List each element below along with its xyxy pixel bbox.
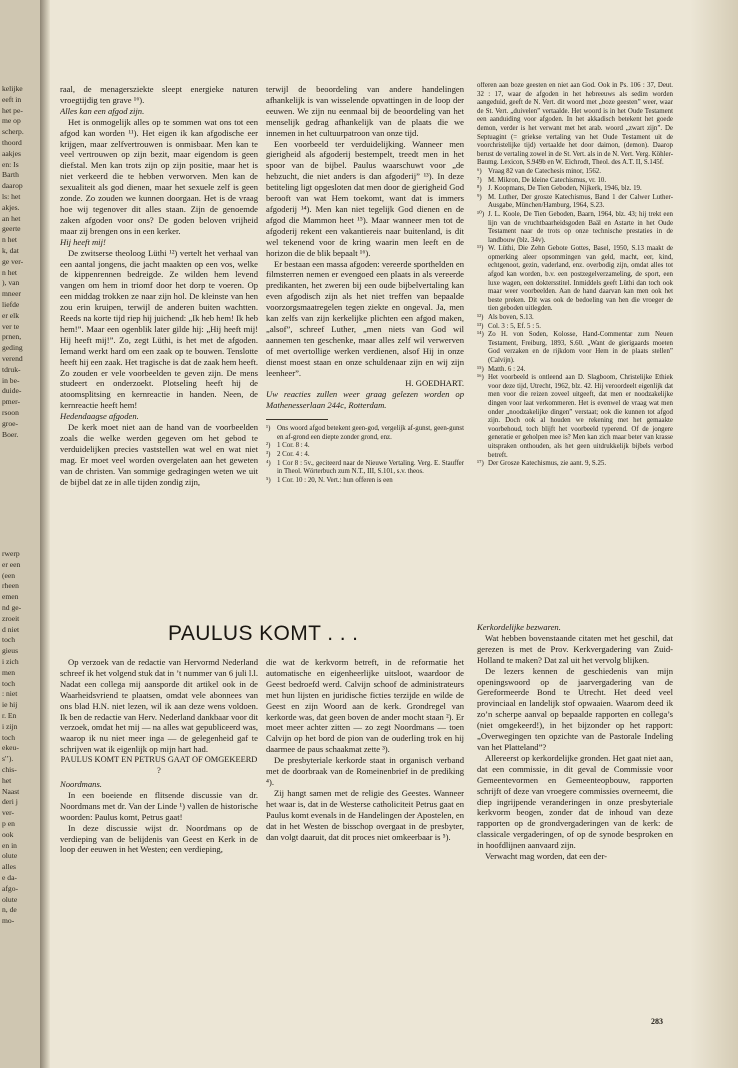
edge-text-fragment: nd ge- — [2, 602, 22, 612]
footnote-number: ⁵) — [266, 476, 271, 484]
edge-text-fragment: e da- — [2, 872, 17, 882]
reader-reactions-note: Uw reacties zullen weer graag gelezen worden op Mathenesserlaan 244c, Rotterdam. — [266, 389, 464, 411]
footnote — [477, 374, 673, 460]
section-heading: Hedendaagse afgoden. — [60, 411, 139, 422]
article-column-1 — [60, 84, 258, 570]
footnote — [266, 451, 464, 460]
paragraph: Er bestaan een massa afgoden: vereerde sporthelden en filmsterren nemen er evengoed een plaats in als vereerde predikanten, het zweren bij een oude bijbelvertaling kan even afgodisch zijn als het niet treffen van bepaalde voorzorgsmaatregelen tegen ziekte en ongeval. Ja, men kan zelfs van zijn kerkelijke plichten een afgod maken, „alsof”, schreef Luther, „men niets van God wil aannemen ten geschenke, maar alles zelf wil verwerven of met overtollige werken verdienen, alsof Hij in onze dienst moest staan en onze schuldenaar zijn en wij zijn leenheer”. — [266, 258, 464, 378]
edge-text-fragment: s'’). — [2, 754, 14, 764]
paragraph: terwijl de beoordeling van andere handelingen afhankelijk is van wisselende opvattingen in de loop der eeuwen. We zijn nu eenmaal bij de beoordeling van het menselijk gedrag afhankelijk van de plaats die we innemen in het cultuurpatroon van onze tijd. — [266, 84, 464, 138]
footnotes — [266, 425, 464, 485]
footnote-text: Zo H. von Soden, Kolosse, Hand-Commentar zum Neuen Testament, Freiburg, 1893, S.60. „Want de gierigaards moeten God verzaken en de rijkdom voor Hem in de plaats stellen” (Calvijn). — [488, 331, 673, 364]
edge-text-fragment: zroeit — [2, 613, 20, 623]
footnote-number: ¹) — [266, 425, 271, 433]
footnote-text: J. L. Koole, De Tien Geboden, Baarn, 1964, blz. 43; hij trekt een lijn van de vruchtbaarheidsgoden Baäl en Astarte in het Oude Testament naar de trots op onze technische prestaties in de landbouw (blz. 34v). — [488, 210, 673, 244]
edge-text-fragment: het — [2, 775, 12, 785]
edge-text-fragment: rsoon — [2, 407, 19, 417]
edge-text-fragment: eeft in — [2, 94, 22, 104]
edge-text-fragment: rwerp — [2, 549, 20, 558]
footnote — [477, 331, 673, 365]
edge-text-fragment: en in — [2, 840, 17, 850]
paragraph: Wat hebben bovenstaande citaten met het geschil, dat gerezen is met de Prov. Kerkvergadering van Zuid-Holland te maken? Dat zal uit het vervolg blijken. — [477, 632, 673, 665]
paragraph: De kerk moet niet aan de hand van de voorbeelden zoals die welke werden gegeven om het gebod te verduidelijken precies vaststellen wat wel en wat niet mag. Er moet veel worden overgelaten aan het geweten van de christen. Van sommige gedragingen weten we uit de bijbel dat ze in alle tijden zondig zijn, — [60, 422, 258, 487]
binding-fold — [40, 0, 50, 1068]
footnote — [477, 211, 673, 245]
edge-text-fragment: ekeu- — [2, 743, 19, 753]
edge-text-fragment: i zijn — [2, 721, 18, 731]
edge-text-fragment: prnen, — [2, 332, 22, 342]
paragraph: De presbyteriale kerkorde staat in organisch verband met de doorbraak van de Romeinenbrief in de prediking ⁴). — [266, 755, 464, 787]
footnote-continuation: offeren aan boze geesten en niet aan God. Ook in Ps. 106 : 37, Deut. 32 : 17, waar de afgoden in het hebreeuws als sedim worden aangeduid, geeft de N. Vert. dit woord met „boze geesten” weer, waar de St. Vert. „duivelen” vertaalde. Het woord is in het Oude Testament een aanduiding voor afgoden. In het akkadisch betekent het goede demon, verder is het verwant met het arab. woord „zwart zijn”. De Septuagint (= griekse vertaling van het Oude Testament uit de voorchristelijke tijd) vertaalde het door daimon, (demon). Daarop berust de vertaling zowel in de St. Vert. als in de N. Vert. Verg. Köhler-Baumg. Lexicon, S.949b en W. Eichrodt, Theol. des A.T. II, S.145f. — [477, 82, 673, 167]
article-title: PAULUS KOMT . . . — [168, 622, 359, 645]
edge-text-fragment: an het — [2, 213, 21, 223]
edge-text-fragment: ls: het — [2, 191, 21, 201]
page-right-edge — [690, 0, 738, 1068]
edge-text-fragment: duide- — [2, 386, 22, 396]
edge-text-fragment: (een — [2, 570, 16, 580]
edge-text-fragment: liefde — [2, 299, 20, 309]
footnote-text: Matth. 6 : 24. — [488, 365, 526, 373]
footnote-text: Col. 3 : 5, Ef. 5 : 5. — [488, 322, 542, 330]
section-heading: Hij heeft mij! — [60, 236, 106, 247]
edge-text-fragment: Barth — [2, 170, 19, 180]
footnote-number: ¹⁷) — [477, 460, 484, 468]
article-column-4 — [60, 657, 258, 1007]
footnote — [477, 460, 673, 469]
footnote-number: ¹⁰) — [477, 210, 485, 218]
edge-text-fragment: ver- — [2, 808, 15, 818]
paragraph: In deze discussie wijst dr. Noordmans op de verdieping van de belijdenis van Geest en Kerk in de loop der eeuwen in het Westen; een verdieping, — [60, 822, 258, 855]
footnote-number: ⁴) — [266, 459, 271, 467]
edge-text-fragment: r. En — [2, 710, 17, 720]
edge-text-fragment: ge ver- — [2, 256, 24, 266]
edge-text-fragment: mo- — [2, 916, 15, 926]
edge-text-fragment: akjes. — [2, 202, 20, 212]
edge-text-fragment: aakjes — [2, 148, 21, 158]
edge-text-fragment: rheen — [2, 581, 19, 591]
edge-text-fragment: me op — [2, 116, 21, 126]
paragraph: In een boeiende en flitsende discussie van dr. Noordmans met dr. Van der Linde ¹) vallen de historische woorden: Paulus komt, Petrus gaat! — [60, 789, 258, 822]
footnote — [477, 168, 673, 177]
paragraph: Een voorbeeld ter verduidelijking. Wanneer men gierigheid als afgoderij bestempelt, treedt men in het spoor van de bijbel. Paulus waarschuwt voor „de hebzucht, die niet anders is dan afgoderij” ¹³). In deze betiteling ligt opgesloten dat men door de gierigheid God berooft van wat Hem toekomt, want dat is immers afgoderij ¹⁴). Men kan niet tegelijk God dienen en de afgod die Mammon heet ¹⁵). Maar wanneer men tot de afgoderij rekent een vakantiereis naar buitenland, is dit wel tekenend voor de kring waarin men leeft en de horizon die de blik bepaalt ¹⁶). — [266, 138, 464, 258]
edge-text-fragment: tdruk- — [2, 364, 21, 374]
edge-text-fragment: in be- — [2, 375, 20, 385]
edge-text-fragment: ie hij — [2, 700, 18, 710]
edge-text-fragment: ), van — [2, 278, 20, 288]
edge-text-fragment: n het — [2, 267, 17, 277]
footnote — [477, 194, 673, 211]
footnote — [266, 477, 464, 486]
footnote — [477, 366, 673, 375]
edge-text-fragment: n, de — [2, 905, 17, 915]
edge-text-fragment: verend — [2, 353, 23, 363]
footnote-number: ¹¹) — [477, 245, 484, 253]
edge-text-fragment: Naast — [2, 786, 20, 796]
edge-text-fragment: mneer — [2, 289, 21, 299]
paragraph: Op verzoek van de redactie van Hervormd Nederland schreef ik het volgend stuk dat in ’t nummer van 6 juli l.l. Nadat een collega mij aansporde dit artikel ook in de Waarheidsvriend te plaatsen, omdat vele abonnees van ons blad H.N. niet lezen, wil ik aan deze wens voldoen. Ik ben de redactie van Herv. Nederland dankbaar voor dit verzoek, omdat het mij — na alles wat gepubliceerd was, waarop ik nu niet meer inga — de gelegenheid gaf te schrijven wat ik eigenlijk op mijn hart had. — [60, 657, 258, 755]
footnote-text: Vraag 82 van de Catechesis minor, 1562. — [488, 167, 601, 175]
article-column-2 — [266, 84, 464, 570]
paragraph: raal, de menagersziekte sleept energieke naturen vroegtijdig ten grave ¹⁶). — [60, 84, 258, 105]
section-heading: Noordmans. — [60, 778, 102, 789]
footnote — [477, 245, 673, 314]
footnote — [266, 442, 464, 451]
footnote-number: ¹⁶) — [477, 374, 484, 382]
edge-text-fragment: er een — [2, 559, 21, 569]
edge-text-fragment: men — [2, 667, 16, 677]
footnote — [266, 425, 464, 442]
subtitle: PAULUS KOMT EN PETRUS GAAT OF OMGEKEERD ? — [60, 755, 258, 776]
edge-text-fragment: ver te — [2, 321, 20, 331]
footnote — [477, 323, 673, 332]
edge-text-fragment: toch — [2, 635, 16, 645]
footnote-number: ²) — [266, 442, 271, 450]
edge-text-fragment: Boer. — [2, 429, 19, 439]
footnote-number: ¹²) — [477, 314, 484, 322]
footnote-number: ¹³) — [477, 322, 484, 330]
footnote-text: 1 Cor. 8 : 4. — [277, 442, 310, 450]
paragraph: Het is onmogelijk alles op te sommen wat ons tot een afgod kan worden ¹¹). Het eigen ik kan afgodische eer krijgen, maar zelfvertrouwen is onmisbaar. Men kan te veel vertrouwen op zijn bezit, maar eigendom is geen diefstal. Men kan trots zijn op zijn positie, maar het is niet verkeerd die te hebben verworven. Men kan de sexualiteit als god dienen, maar het sexuele zelf is geen zonde. Zo zouden we kunnen doorgaan. Het is de vraag hoe wij tegenover dit alles staan. Zijn de genoemde zaken afgoden voor ons? De goden beloven vrijheid maar zij brengen ons in een kerker. — [60, 116, 258, 236]
footnote-text: Ons woord afgod betekent geen-god, vergelijk af-gunst, geen-gunst en af-grond een diepte zonder grond, enz. — [277, 425, 464, 441]
edge-text-fragment: geerte — [2, 224, 21, 234]
edge-text-fragment: er elk — [2, 310, 20, 320]
paragraph: die wat de kerkvorm betreft, in de reformatie het automatische en eigenheerlijke uitsloot, waardoor de Geest bedroefd werd. Calvijn schoof de administrateurs met hun lijsten en juridische ficties terzijde en wilde de Geest en zijn Woord aan de kerk. Grondregel van kerkorde was, dat geen boven de ander mocht staan ²). Er moet meer achter zitten — zo zegt Noordmans — toen Calvijn op het bord de pion van de ouderling trok en hij daarmee de paus schaakmat zette ³). — [266, 657, 464, 755]
edge-text-fragment: deri j — [2, 797, 18, 807]
edge-text-fragment: : niet — [2, 689, 18, 699]
paragraph: De lezers kennen de geschiedenis van mijn openingswoord op de jaarvergadering van de Gereformeerde Bond te Utrecht. Het deed veel provinciaal en landelijk stof opwaaien. Waarom deed ik zo’n scherpe aanval op bepaalde rapporten en collega’s (niet omgekeerd!), in het bijzonder op het rapport: „Overwegingen ten opzichte van de Pastorale Indeling van het Platteland”? — [477, 665, 673, 752]
footnote — [477, 177, 673, 186]
facing-page-edge-upper — [2, 84, 38, 554]
edge-text-fragment: chis- — [2, 764, 17, 774]
edge-text-fragment: n het — [2, 235, 17, 245]
edge-text-fragment: ook — [2, 829, 14, 839]
footnote-text: M. Luther, Der grosze Katechismus, Band 1 der Calwer Luther-Ausgabe, München/Hamburg, 1964, S.23. — [488, 193, 673, 210]
footnote-text: 1 Cor 8 : 5v., geciteerd naar de Nieuwe Vertaling. Verg. E. Stauffer in Theol. Wörterbuch zum N.T., III, S.101, s.v. theos. — [277, 459, 464, 476]
footnote-text: Het voorbeeld is ontleend aan D. Slagboom, Christelijke Ethiek voor deze tijd, Utrecht, 1962, blz. 42. Hij veroordeelt eigenlijk dat men voor die reizen zoveel uitgeeft, dat men er noodzakelijke dingen voor laat verkommeren. Het is evenwel de vraag wat men onder „noodzakelijke dingen” verstaat; ook die kunnen tot afgod zijn. Doch ook al houden we rekening met het gemaakte voorbehoud, toch blijft het voorbeeld typerend. Of de jongere generatie er geholpen mee is? Men kan zich maar beter van krasse uitspraken onthouden, als het geen uitdrukkelijk bijbels verbod betreft. — [488, 374, 673, 459]
edge-text-fragment: d niet — [2, 624, 20, 634]
footnote-text: J. Koopmans, De Tien Geboden, Nijkerk, 1946, blz. 19. — [488, 185, 642, 193]
edge-text-fragment: olute — [2, 851, 18, 861]
edge-text-fragment: geding — [2, 343, 23, 353]
footnote-text: M. Mikron, De kleine Catechismus, vr. 10. — [488, 176, 607, 184]
paragraph: Verwacht mag worden, dat een der- — [485, 851, 607, 862]
footnote — [477, 314, 673, 323]
edge-text-fragment: daarop — [2, 181, 23, 191]
footnote-text: Als boven, S.13. — [488, 314, 534, 322]
edge-text-fragment: olute — [2, 894, 18, 904]
section-heading: Kerkordelijke bezwaren. — [477, 622, 561, 632]
section-heading: Alles kan een afgod zijn. — [60, 105, 145, 116]
paragraph: Allereerst op kerkordelijke gronden. Het gaat niet aan, dat een commissie, in dit geval de Commissie voor Gemeentevormen en Gemeenteopbouw, rapporten schrijft of deze van vroegere commissies overneemt, die diep ingrijpende veranderingen in onze presbyteriale kerkvorm beogen, zonder dat de inhoud van deze rapporten op de grondvergaderingen van de kerk: de classicale vergaderingen, of op de synode besproken en in hoofdlijnen aanvaard zijn. — [477, 752, 673, 851]
edge-text-fragment: afgo- — [2, 883, 19, 893]
paragraph: De zwitserse theoloog Lüthi ¹²) vertelt het verhaal van een aantal jongens, die jacht maakten op een vos, welke de kippenrennen bedreigde. Ze wilden hem levend vangen om hem in triomf door het dorp te voeren. Op een middag trokken ze naar zijn hol. De kleinste van hen zou erin kruipen, terwijl de anderen buiten wachtten. Reeds na korte tijd riep hij juichend: „Ik heb hem! Ik heb hem!”. Maar een ogenblik later gilde hij: „Hij heeft mij! Hij heeft mij!”. Zo, zegt Lüthi, is het met de afgoden. Iemand werkt hard om een zaak op te bouwen. Tenslotte heeft hij een zaak. Het tragische is dat de zaak hem heeft. Zo zouden er vele voorbeelden te geven zijn. De mens studeert en onderzoekt. Plotseling heeft hij de atoomsplitsing en kernreactie in handen. Neen, de kernreactie heeft hem! — [60, 247, 258, 411]
edge-text-fragment: k, dat — [2, 245, 19, 255]
edge-text-fragment: en: Is — [2, 159, 19, 169]
footnote-number: ¹⁵) — [477, 365, 484, 373]
author-signature: H. GOEDHART. — [405, 378, 464, 389]
footnote-number: ¹⁴) — [477, 331, 484, 339]
footnote-number: ³) — [266, 450, 271, 458]
footnote-number: ⁶) — [477, 167, 482, 175]
footnote — [266, 460, 464, 477]
edge-text-fragment: toch — [2, 678, 16, 688]
page-number: 283 — [651, 1017, 663, 1026]
footnote-divider — [266, 419, 328, 420]
edge-text-fragment: toch — [2, 732, 16, 742]
footnote-text: Der Grosze Katechismus, zie aant. 9, S.25. — [488, 460, 607, 468]
edge-text-fragment: scherp. — [2, 127, 24, 137]
footnote-number: ⁷) — [477, 176, 482, 184]
footnote-number: ⁸) — [477, 185, 482, 193]
edge-text-fragment: pmer- — [2, 397, 20, 407]
paragraph: Zij hangt samen met de religie des Geestes. Wanneer het waar is, dat in de Westerse catholiciteit Petrus gaat en Paulus komt evenals in de Handelingen der Apostelen, en dat in het Westen de bisschop overgaat in de presbyter, dan volgt daaruit, dat dit proces niet omkeerbaar is ⁵). — [266, 787, 464, 842]
footnote-column — [477, 82, 673, 612]
facing-page-edge-lower — [2, 549, 38, 999]
edge-text-fragment: p en — [2, 818, 15, 828]
edge-text-fragment: alles — [2, 862, 16, 872]
footnote — [477, 185, 673, 194]
footnote-number: ⁹) — [477, 193, 482, 201]
footnote-text: 2 Cor. 4 : 4. — [277, 450, 310, 458]
article-column-5 — [266, 657, 464, 1007]
footnote-text: 1 Cor. 10 : 20, N. Vert.: hun offeren is een — [277, 476, 393, 484]
edge-text-fragment: emen — [2, 592, 19, 602]
edge-text-fragment: thoord — [2, 137, 22, 147]
edge-text-fragment: gieus — [2, 646, 19, 656]
footnote-text: W. Lüthi, Die Zehn Gebote Gottes, Basel, 1950, S.13 maakt de opmerking aleer opsommingen van geld, macht, eer, kind, echtgenoot, gezin, vaderland, enz. overbodig zijn, omdat alles tot afgod kan worden, b.v. een postzegelverzameling, de sport, een luxe wagen, een doktersstitel. Inmiddels geeft Lüthi dan toch ook maar weer voorbeelden. Aan de hand daarvan kan men ook het beste preken. Dit was ook de bedoeling van hen die vroeger de tien geboden uitlegden. — [488, 245, 673, 313]
edge-text-fragment: kelijke — [2, 84, 23, 93]
edge-text-fragment: het pe- — [2, 105, 23, 115]
edge-text-fragment: i zich — [2, 656, 19, 666]
article-column-6 — [477, 622, 673, 1012]
edge-text-fragment: groe- — [2, 418, 19, 428]
footnotes — [477, 168, 673, 469]
